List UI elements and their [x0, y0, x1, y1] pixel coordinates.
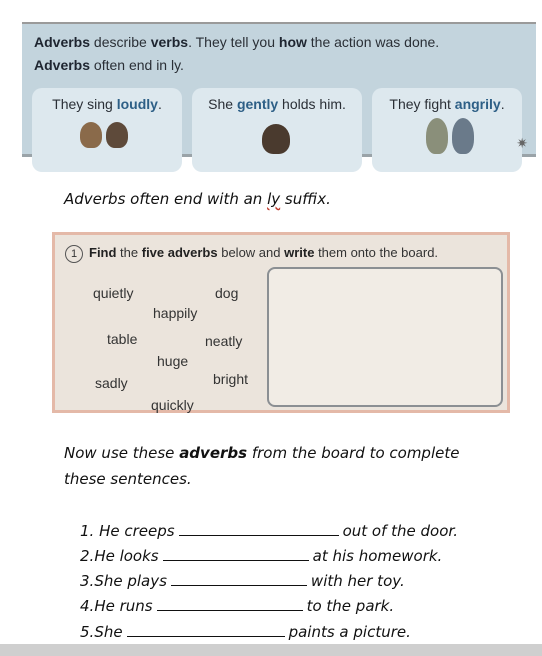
example-text-2: She gently holds him.	[208, 96, 346, 112]
word-item: sadly	[95, 375, 128, 391]
info-line-2: Adverbs often end in ly.	[34, 57, 184, 73]
ly-suffix-note: Adverbs often end with an ly suffix.	[64, 190, 331, 208]
sentence-1: 1. He creeps out of the door.	[80, 522, 458, 540]
mother-baby-figure-icon	[262, 124, 290, 154]
answer-blank[interactable]	[163, 546, 309, 561]
instruction-line-2: these sentences.	[64, 470, 192, 488]
answer-blank[interactable]	[157, 596, 303, 611]
fighter-figure-icon	[452, 118, 474, 154]
instruction-line-1: Now use these adverbs from the board to complete	[64, 444, 460, 462]
example-text-3: They fight angrily.	[389, 96, 505, 112]
page-bottom-border	[0, 644, 542, 656]
example-card-1	[32, 88, 182, 172]
word-item: quietly	[93, 285, 134, 301]
answer-blank[interactable]	[127, 622, 285, 637]
singer-figure-icon	[80, 122, 102, 148]
word-item: table	[107, 331, 138, 347]
answer-blank[interactable]	[179, 521, 339, 536]
word-item: happily	[153, 305, 198, 321]
example-card-2	[192, 88, 362, 172]
answer-blank[interactable]	[171, 571, 307, 586]
word-item: huge	[157, 353, 189, 369]
example-text-1: They sing loudly.	[52, 96, 162, 112]
word-item: bright	[213, 371, 249, 387]
sentence-2: 2.He looks at his homework.	[80, 547, 443, 565]
sparkle-icon: ✷	[516, 136, 528, 152]
fighter-figure-icon	[426, 118, 448, 154]
singer-figure-icon	[106, 122, 128, 148]
word-item: quickly	[151, 397, 194, 413]
activity-number: 1	[65, 245, 83, 263]
sentence-5: 5.She paints a picture.	[80, 623, 411, 641]
sentence-3: 3.She plays with her toy.	[80, 572, 405, 590]
word-item: neatly	[205, 333, 243, 349]
find-adverbs-activity	[52, 232, 510, 413]
answer-board[interactable]	[267, 267, 503, 407]
activity-title: 1 Find the five adverbs below and write them onto the board.	[65, 245, 438, 263]
info-line-1: Adverbs describe verbs. They tell you how the action was done.	[34, 34, 440, 50]
adverb-info-box	[22, 22, 536, 157]
example-card-3	[372, 88, 522, 172]
sentence-4: 4.He runs to the park.	[80, 597, 395, 615]
word-item: dog	[215, 285, 239, 301]
